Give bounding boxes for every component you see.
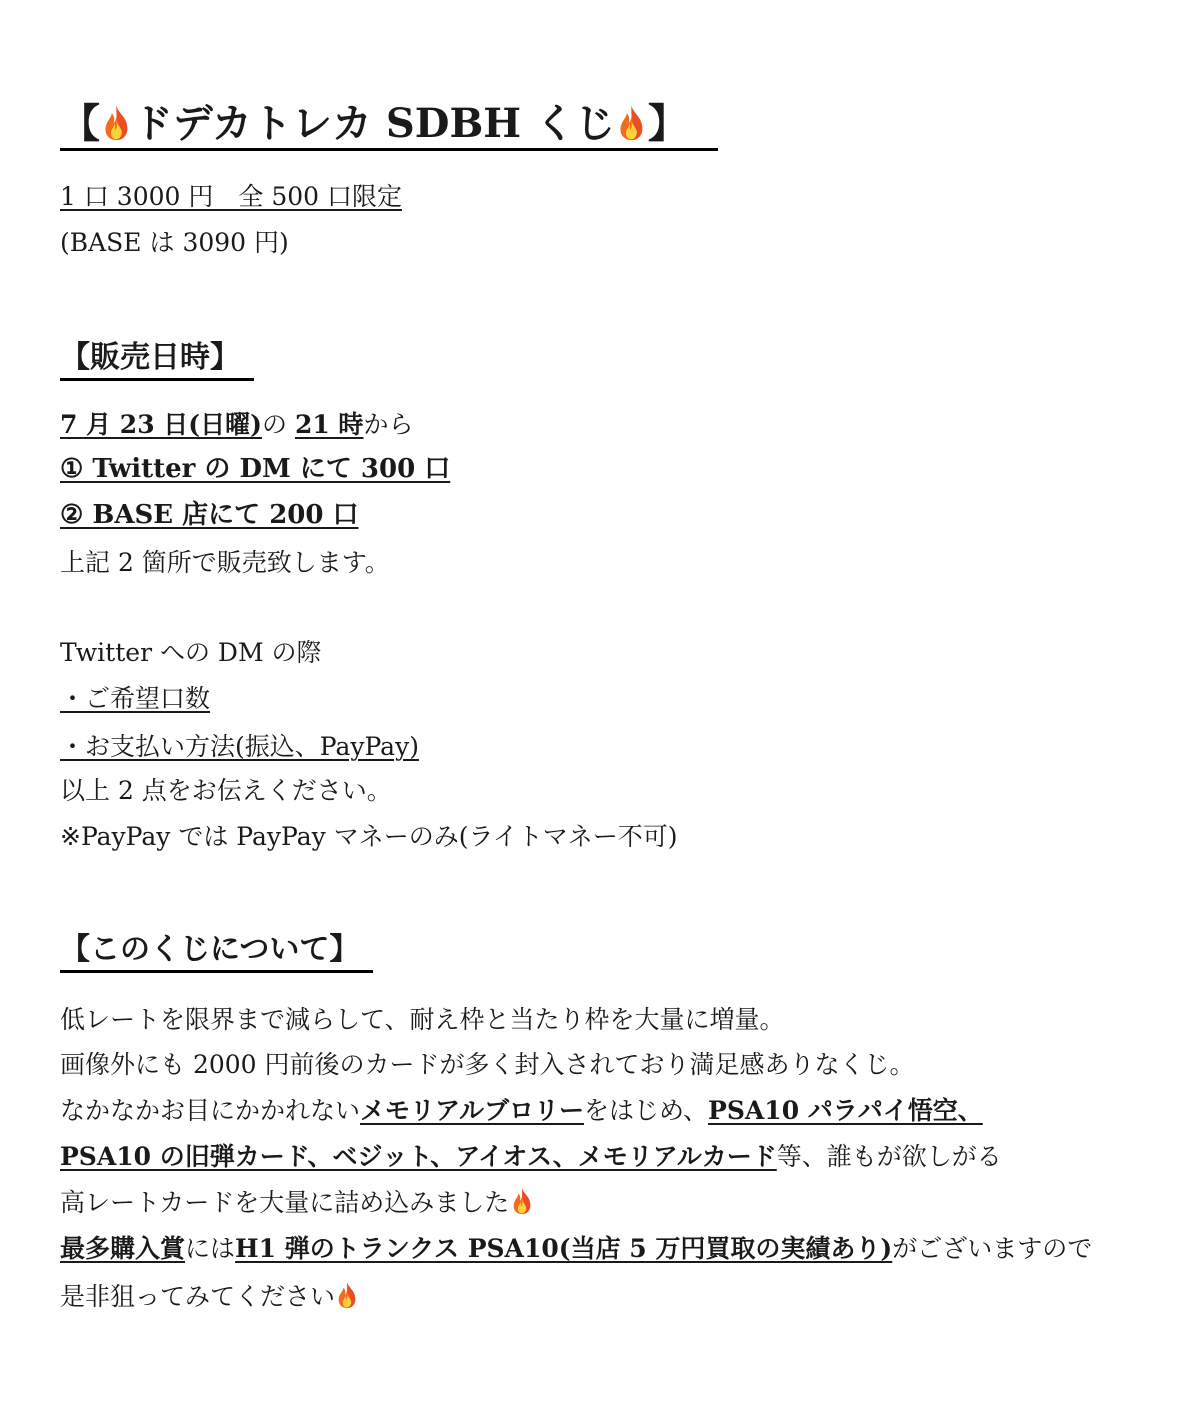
fire-icon (102, 104, 131, 142)
sale-from: から (363, 410, 414, 439)
sale-datetime (60, 408, 413, 442)
sale-channel-base: ② BASE 店にて 200 口 (60, 500, 359, 530)
paypay-note: ※PayPay では PayPay マネーのみ(ライトマネー不可) (60, 822, 678, 851)
sale-time: 21 時 (294, 410, 364, 439)
about-p4-b: 等、誰もが欲しがる (776, 1142, 1002, 1171)
about-p3-c: をはじめ、 (584, 1096, 709, 1125)
title-close-bracket: 】 (647, 100, 688, 147)
sale-note: 上記 2 箇所で販売致します。 (60, 548, 390, 577)
about-p6-d: がございますので (892, 1234, 1093, 1263)
sale-heading: 【販売日時】 (60, 338, 254, 381)
title-text: ドデカトレカ SDBH くじ (132, 100, 616, 147)
about-paragraph-1: 低レートを限界まで減らして、耐え枠と当たり枠を大量に増量。 (60, 1005, 785, 1034)
about-p3-highlight-goku: PSA10 パラパイ悟空、 (708, 1096, 983, 1125)
about-p6-b: には (185, 1234, 236, 1263)
page-title (60, 100, 718, 151)
about-paragraph-3 (60, 1094, 983, 1128)
title-open-bracket: 【 (60, 100, 100, 147)
dm-item-payment: ・お支払い方法(振込、PayPay) (60, 732, 419, 761)
about-p5-text: 高レートカードを大量に詰め込みました (60, 1188, 510, 1217)
about-p4-highlight-cards: PSA10 の旧弾カード、ベジット、アイオス、メモリアルカード (60, 1142, 777, 1171)
about-p7-text: 是非狙ってみてください (60, 1282, 336, 1311)
dm-intro: Twitter への DM の際 (60, 638, 322, 667)
fire-icon (336, 1281, 358, 1309)
price-line: 1 口 3000 円 全 500 口限定 (60, 182, 402, 211)
about-paragraph-2: 画像外にも 2000 円前後のカードが多く封入されており満足感ありなくじ。 (60, 1050, 915, 1079)
dm-item-quantity: ・ご希望口数 (60, 684, 211, 713)
about-paragraph-5 (60, 1186, 534, 1220)
about-paragraph-4 (60, 1140, 1002, 1174)
fire-icon (617, 104, 646, 142)
dm-outro: 以上 2 点をお伝えください。 (60, 776, 392, 805)
about-p6-top-buyer-prize: 最多購入賞 (60, 1234, 186, 1263)
sale-channel-twitter: ① Twitter の DM にて 300 口 (60, 454, 451, 484)
about-p3-highlight-broly: メモリアルブロリー (360, 1096, 585, 1125)
sale-no: の (261, 410, 287, 439)
about-heading: 【このくじについて】 (60, 930, 373, 973)
about-paragraph-7 (60, 1280, 360, 1314)
base-price: (BASE は 3090 円) (60, 228, 289, 257)
about-paragraph-6 (60, 1232, 1092, 1266)
about-p6-highlight-trunks: H1 弾のトランクス PSA10(当店 5 万円買取の実績あり) (235, 1234, 893, 1263)
sale-date: 7 月 23 日(日曜) (60, 410, 262, 439)
fire-icon (511, 1187, 533, 1215)
about-p3-a: なかなかお目にかかれない (60, 1096, 361, 1125)
